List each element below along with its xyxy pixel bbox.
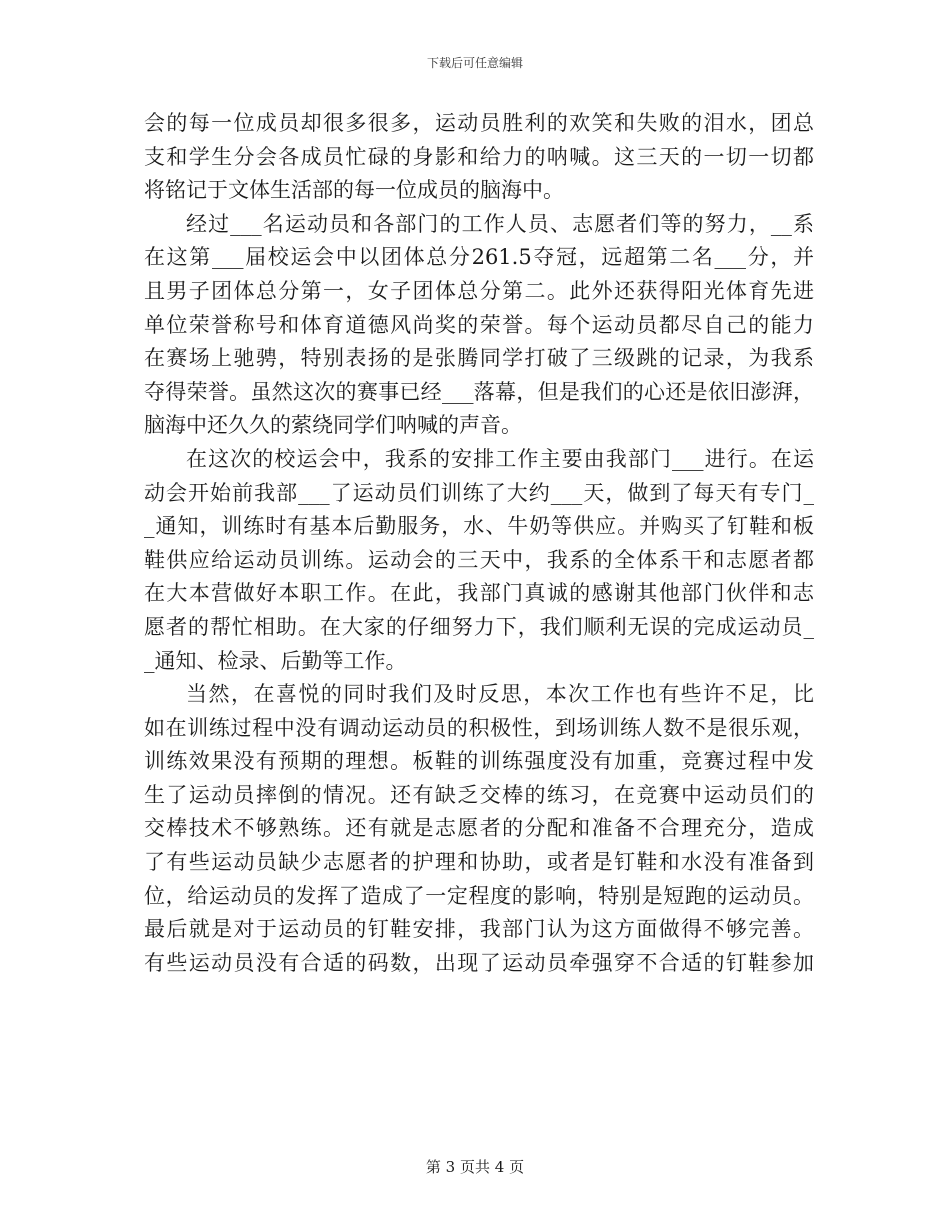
text-line: 在大本营做好本职工作。在此，我部门真诚的感谢其他部门伙伴和志: [144, 581, 814, 606]
text-line: _通知、检录、后勤等工作。: [144, 648, 407, 673]
text-line: 在赛场上驰骋，特别表扬的是张腾同学打破了三级跳的记录，为我系: [144, 346, 814, 371]
text-line: 在这第___届校运会中以团体总分261.5夺冠，远超第二名___分，并: [144, 245, 814, 270]
text-line: 会的每一位成员却很多很多，运动员胜利的欢笑和失败的泪水，团总: [144, 111, 814, 135]
text-line: 且男子团体总分第一，女子团体总分第二。此外还获得阳光体育先进: [144, 278, 814, 303]
text-line: 当然，在喜悦的同时我们及时反思，本次工作也有些许不足，比: [186, 682, 814, 707]
text-line: 单位荣誉称号和体育道德风尚奖的荣誉。每个运动员都尽自己的能力: [144, 312, 814, 337]
text-line: 脑海中还久久的萦绕同学们呐喊的声音。: [144, 413, 522, 438]
text-line: 交棒技术不够熟练。还有就是志愿者的分配和准备不合理充分，造成: [144, 816, 814, 841]
page-header-note: 下载后可任意编辑: [426, 56, 523, 70]
text-line: 了有些运动员缺少志愿者的护理和协助，或者是钉鞋和水没有准备到: [144, 850, 814, 875]
text-line: 训练效果没有预期的理想。板鞋的训练强度没有加重，竞赛过程中发: [144, 749, 814, 774]
text-line: 夺得荣誉。虽然这次的赛事已经___落幕，但是我们的心还是依旧澎湃，: [144, 379, 814, 404]
document-body: [144, 107, 814, 980]
text-line: 动会开始前我部___了运动员们训练了大约___天，做到了每天有专门_: [144, 480, 814, 505]
text-line: 最后就是对于运动员的钉鞋安排，我部门认为这方面做得不够完善。: [144, 917, 814, 942]
text-line: _通知，训练时有基本后勤服务，水、牛奶等供应。并购买了钉鞋和板: [144, 514, 814, 539]
text-line: 经过___名运动员和各部门的工作人员、志愿者们等的努力，__系: [186, 211, 814, 236]
page-number: 第 3 页共 4 页: [425, 1158, 525, 1176]
text-line: 位，给运动员的发挥了造成了一定程度的影响，特别是短跑的运动员。: [144, 883, 814, 908]
text-line: 鞋供应给运动员训练。运动会的三天中，我系的全体系干和志愿者都: [144, 547, 814, 572]
text-line: 将铭记于文体生活部的每一位成员的脑海中。: [144, 178, 564, 203]
text-line: 生了运动员摔倒的情况。还有缺乏交棒的练习，在竞赛中运动员们的: [144, 782, 814, 807]
text-line: 愿者的帮忙相助。在大家的仔细努力下，我们顺利无误的完成运动员_: [144, 614, 814, 639]
text-line: 如在训练过程中没有调动运动员的积极性，到场训练人数不是很乐观，: [144, 715, 814, 740]
text-line: 在这次的校运会中，我系的安排工作主要由我部门___进行。在运: [186, 446, 814, 471]
text-line: 有些运动员没有合适的码数，出现了运动员牵强穿不合适的钉鞋参加: [144, 950, 814, 975]
text-line: 支和学生分会各成员忙碌的身影和给力的呐喊。这三天的一切一切都: [144, 144, 814, 169]
